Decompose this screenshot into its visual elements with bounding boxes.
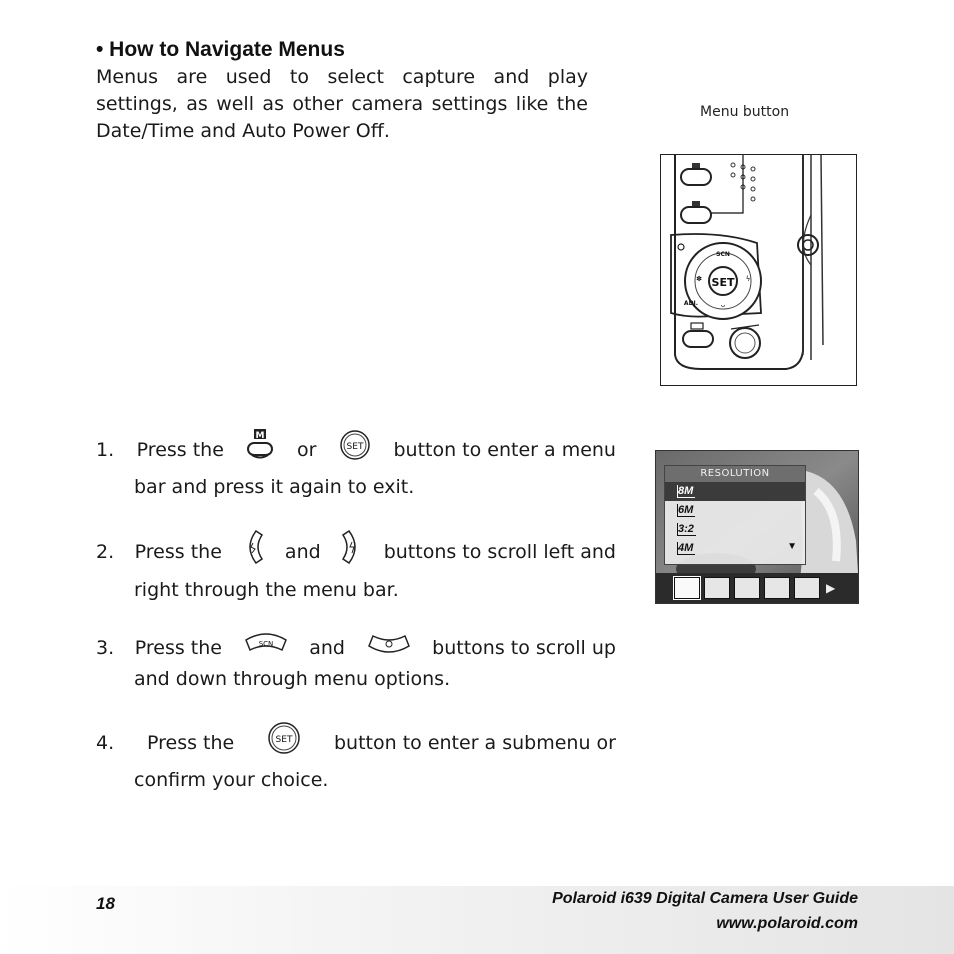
step-text: Press the — [134, 540, 222, 563]
intro-paragraph: Menus are used to select capture and play settings, as well as other camera settings like the Date/Time and Auto Power Off. — [96, 66, 588, 142]
camera-back-illustration — [661, 155, 857, 386]
svg-text:SET: SET — [346, 442, 364, 452]
step-text: Press the — [136, 438, 224, 461]
step-4 — [96, 721, 616, 795]
step-text: buttons to scroll left and — [383, 540, 616, 563]
step-text: button to enter a menu — [393, 438, 616, 461]
metering-tab-icon[interactable] — [764, 577, 790, 599]
footer-url: www.polaroid.com — [716, 915, 858, 932]
scroll-right-icon: ▶ — [826, 581, 836, 595]
step-text: and — [309, 636, 345, 659]
steps-list — [96, 428, 616, 822]
resolution-menu — [664, 465, 806, 565]
menu-icon-bar — [656, 573, 858, 603]
scn-label: SCN — [716, 251, 730, 258]
menu-option-selected[interactable]: 8M — [665, 482, 805, 501]
exposure-tab-icon[interactable] — [734, 577, 760, 599]
menu-option[interactable]: 6M — [678, 504, 694, 516]
step-number: 1. — [96, 438, 115, 461]
quality-tab-icon[interactable] — [704, 577, 730, 599]
lcd-screen-figure — [655, 450, 859, 604]
right-arrow-button-icon — [341, 529, 363, 575]
set-button-icon — [267, 721, 301, 765]
step-text: Press the — [147, 731, 235, 754]
set-button-icon — [339, 429, 371, 471]
svg-text:SET: SET — [275, 735, 293, 745]
svg-text:ᴗ: ᴗ — [720, 301, 726, 309]
scroll-down-icon: ▼ — [787, 541, 797, 552]
left-arrow-button-icon — [242, 529, 264, 575]
resolution-tab-icon[interactable] — [674, 577, 700, 599]
down-button-icon — [366, 632, 412, 664]
step-continuation: confirm your choice. — [134, 769, 329, 791]
section-heading: • How to Navigate Menus — [96, 38, 345, 61]
menu-title: RESOLUTION — [665, 466, 805, 482]
figure-label: Menu button — [700, 104, 790, 120]
adj-label: ADJ. — [683, 300, 699, 307]
step-text: Press the — [134, 636, 222, 659]
menu-m-button-icon — [246, 428, 274, 472]
footer-title: Polaroid i639 Digital Camera User Guide — [552, 890, 858, 907]
set-label: SET — [711, 276, 735, 289]
step-2 — [96, 529, 616, 605]
step-continuation: right through the menu bar. — [134, 579, 399, 601]
step-number: 2. — [96, 540, 115, 563]
page-number: 18 — [96, 894, 115, 913]
svg-text:✽: ✽ — [696, 275, 702, 283]
step-number: 4. — [96, 731, 115, 754]
menu-option[interactable]: 4M ▼ — [665, 539, 805, 558]
svg-text:M: M — [255, 431, 265, 441]
step-text: button to enter a submenu or — [334, 731, 616, 754]
step-1 — [96, 428, 616, 502]
menu-option[interactable]: 3:2 — [678, 523, 694, 535]
step-continuation: bar and press it again to exit. — [134, 476, 415, 498]
step-3 — [96, 632, 616, 694]
effect-tab-icon[interactable] — [794, 577, 820, 599]
step-text: or — [296, 438, 317, 461]
svg-text:ϟ: ϟ — [745, 275, 751, 283]
camera-figure — [660, 154, 857, 386]
step-text: buttons to scroll up — [432, 636, 616, 659]
step-text: and — [284, 540, 321, 563]
step-number: 3. — [96, 636, 115, 659]
step-continuation: and down through menu options. — [134, 668, 451, 690]
scn-up-button-icon — [243, 632, 289, 664]
svg-text:SCN: SCN — [258, 640, 273, 648]
